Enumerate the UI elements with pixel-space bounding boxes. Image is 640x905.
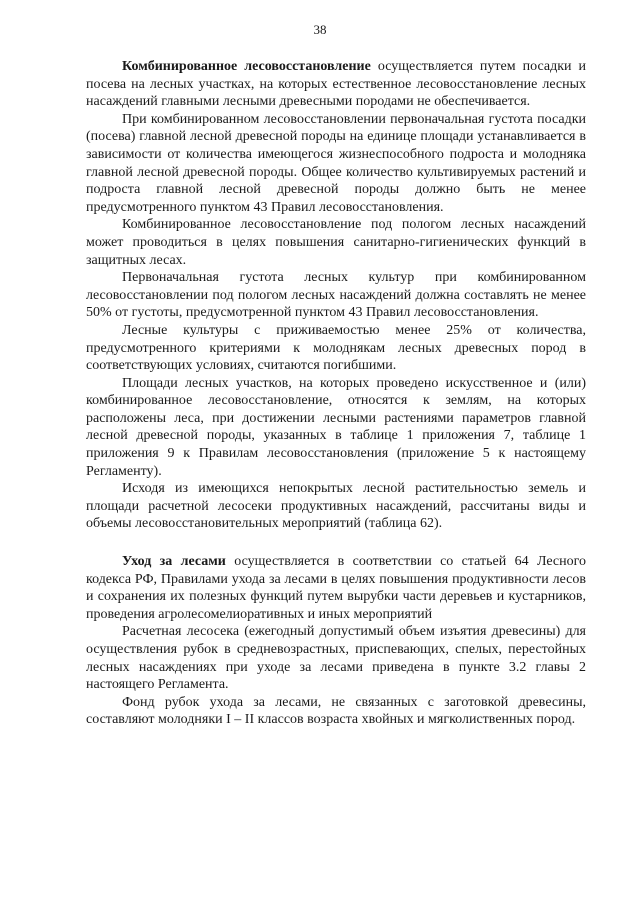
body-text xyxy=(86,58,586,729)
paragraph-text: осуществляется в соответствии со статьей 64 Лесного кодекса РФ, Правилами ухода за лесами в целях повышения продуктивности лесов и сохранения их полезных функций путем вырубки части деревьев и кустарников, проведения агролесомелиоративных и иных мероприятий xyxy=(86,554,587,622)
term-combined-reforestation: Комбинированное лесовосстановление xyxy=(122,59,371,74)
paragraph-text: осуществляется путем посадки и посева на лесных участках, на которых естественное лесовосстановление лесных насаждений главными лесными древесными породами не обеспечивается. xyxy=(86,59,586,110)
term-forest-care: Уход за лесами xyxy=(122,554,226,570)
paragraph-combined-reforestation-definition xyxy=(86,58,586,111)
paragraph-survival-rate: Лесные культуры с приживаемостью менее 25% от количества, предусмотренного критериями к молоднякам лесных древесных пород в соответствующих условиях, считаются погибшими. xyxy=(86,322,586,374)
paragraph-thinning-fund: Фонд рубок ухода за лесами, не связанных с заготовкой древесины, составляют молодняки I – II классов возраста хвойных и мягколиственных пород. xyxy=(86,694,586,728)
paragraph-density-under-canopy: Первоначальная густота лесных культур при комбинированном лесовосстановлении под пологом лесных насаждений должна составлять не менее 50% от густоты, предусмотренной пунктом 43 Правил лесовосстановления. xyxy=(86,270,586,321)
paragraph-table-62-reference: Исходя из имеющихся непокрытых лесной растительностью земель и площади расчетной лесосеки продуктивных насаждений, рассчитаны виды и объемы лесовосстановительных мероприятий (таблица 62). xyxy=(86,481,586,532)
page-number: 38 xyxy=(313,22,327,37)
section-gap xyxy=(86,533,586,553)
paragraph-allowable-cut: Расчетная лесосека (ежегодный допустимый объем изъятия древесины) для осуществления рубок в средневозрастных, приспевающих, спелых, перестойных лесных насаждениях при уходе за лесами приведена в пункте 3.2 главы 2 настоящего Регламента. xyxy=(86,624,586,693)
paragraph-forest-care-definition xyxy=(86,553,586,623)
paragraph-forest-lands: Площади лесных участков, на которых проведено искусственное и (или) комбинированное лесовосстановление, относятся к землям, на которых расположены леса, при достижении лесными растениями параметров главной лесной древесной породы, указанных в таблице 1 приложения 7, таблице 1 приложения 9 к Правилам лесовосстановления (приложение 5 к настоящему Регламенту). xyxy=(86,375,586,479)
paragraph-under-canopy: Комбинированное лесовосстановление под пологом лесных насаждений может проводиться в целях повышения санитарно-гигиенических функций в защитных лесах. xyxy=(86,217,586,268)
paragraph-initial-density: При комбинированном лесовосстановлении первоначальная густота посадки (посева) главной лесной древесной породы на единице площади устанавливается в зависимости от количества имеющегося жизнеспособного подроста и молодняка главной лесной древесной породы. Общее количество культивируемых растений и подроста главной лесной древесной породы должно быть не менее предусмотренного пунктом 43 Правил лесовосстановления. xyxy=(86,111,586,215)
